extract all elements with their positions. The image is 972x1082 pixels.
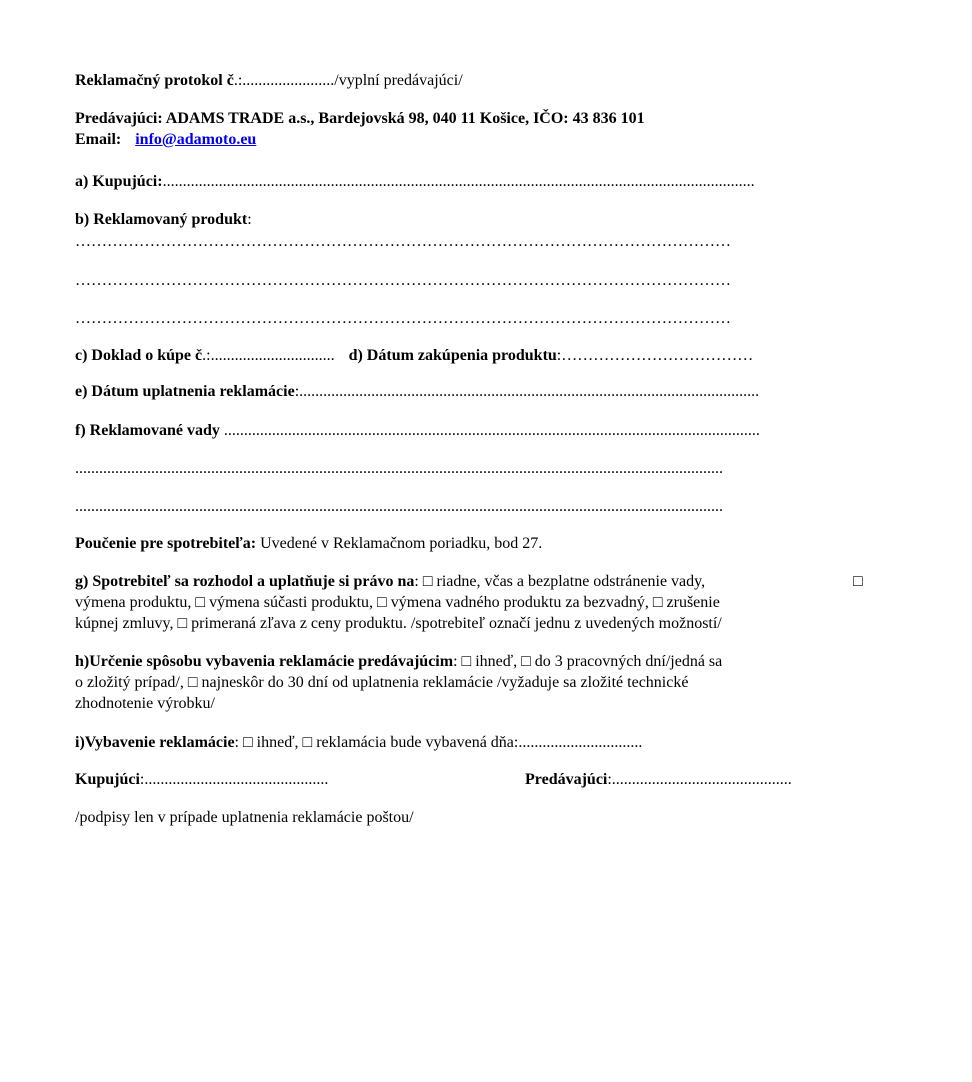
product-dots-1: …………………………………………………………………………………………………………… bbox=[75, 233, 731, 250]
handling-line-1 bbox=[75, 652, 722, 672]
claim-date-line bbox=[75, 382, 759, 402]
purchase-date-label: d) Dátum zakúpenia produktu bbox=[348, 347, 557, 364]
notice-text: Uvedené v Reklamačnom poriadku, bod 27. bbox=[256, 535, 543, 552]
claim-date-fill: :................................................................................................................... bbox=[294, 383, 760, 400]
rights-line-3: kúpnej zmluvy, □ primeraná zľava z ceny produktu. /spotrebiteľ označí jednu z uvedených možností/ bbox=[75, 615, 722, 632]
rights-line-2: výmena produktu, □ výmena súčasti produktu, □ výmena vadného produktu za bezvadný, □ zrušenie bbox=[75, 594, 720, 611]
claim-date-label: e) Dátum uplatnenia reklamácie bbox=[75, 383, 295, 400]
buyer-line bbox=[75, 172, 755, 192]
defects-line bbox=[75, 421, 760, 441]
receipt-label: c) Doklad o kúpe č bbox=[75, 347, 203, 364]
rights-label: g) Spotrebiteľ sa rozhodol a uplatňuje si právo na bbox=[75, 573, 415, 590]
buyer-label: a) Kupujúci: bbox=[75, 173, 163, 190]
signature-note: /podpisy len v prípade uplatnenia reklamácie poštou/ bbox=[75, 809, 414, 826]
rights-text-1: : □ riadne, včas a bezplatne odstránenie vady, bbox=[414, 573, 706, 590]
purchase-date-fill: :……………………………… bbox=[556, 347, 754, 364]
product-colon: : bbox=[247, 211, 252, 228]
product-dots-3: …………………………………………………………………………………………………………… bbox=[75, 310, 731, 327]
rights-checkbox[interactable]: □ bbox=[853, 573, 863, 590]
email-line bbox=[75, 130, 256, 150]
receipt-line bbox=[75, 346, 753, 366]
buyer-signature-fill: :.............................................. bbox=[139, 771, 329, 788]
product-dots-2: …………………………………………………………………………………………………………… bbox=[75, 272, 731, 289]
protocol-fill: .:......................./vyplní predávajúci/ bbox=[233, 72, 463, 89]
handling-label: h)Určenie spôsobu vybavenia reklamácie predávajúcim bbox=[75, 653, 454, 670]
defects-fill: ...................................................................................................................................... bbox=[219, 422, 760, 439]
handling-line-2: o zložitý prípad/, □ najneskôr do 30 dní od uplatnenia reklamácie /vyžaduje sa zložité technické bbox=[75, 674, 689, 691]
seller-signature-fill: :............................................. bbox=[607, 771, 792, 788]
consumer-notice bbox=[75, 534, 542, 554]
resolution-text: : □ ihneď, □ reklamácia bude vybavená dňa:............................... bbox=[234, 734, 643, 751]
seller-info: Predávajúci: ADAMS TRADE a.s., Bardejovská 98, 040 11 Košice, IČO: 43 836 101 bbox=[75, 110, 645, 127]
email-link[interactable]: info@adamoto.eu bbox=[135, 131, 257, 148]
email-label: Email: bbox=[75, 131, 122, 148]
defects-dots-1: .................................................................................................................................................................. bbox=[75, 460, 723, 477]
receipt-fill: .:............................... bbox=[202, 347, 335, 364]
seller-signature bbox=[525, 770, 792, 790]
buyer-fill: .................................................................................................................................................... bbox=[162, 173, 755, 190]
rights-line-1 bbox=[75, 572, 705, 592]
product-line bbox=[75, 210, 252, 230]
defects-dots-2: .................................................................................................................................................................. bbox=[75, 498, 723, 515]
handling-line-3: zhodnotenie výrobku/ bbox=[75, 695, 215, 712]
seller-signature-label: Predávajúci bbox=[525, 771, 608, 788]
buyer-signature-label: Kupujúci bbox=[75, 771, 140, 788]
notice-label: Poučenie pre spotrebiteľa: bbox=[75, 535, 257, 552]
protocol-line bbox=[75, 71, 463, 91]
buyer-signature bbox=[75, 770, 328, 790]
resolution-label: i)Vybavenie reklamácie bbox=[75, 734, 235, 751]
seller-line bbox=[75, 109, 645, 129]
resolution-line bbox=[75, 733, 642, 753]
protocol-label: Reklamačný protokol č bbox=[75, 72, 234, 89]
handling-text-1: : □ ihneď, □ do 3 pracovných dní/jedná sa bbox=[453, 653, 723, 670]
defects-label: f) Reklamované vady bbox=[75, 422, 220, 439]
product-label: b) Reklamovaný produkt bbox=[75, 211, 248, 228]
